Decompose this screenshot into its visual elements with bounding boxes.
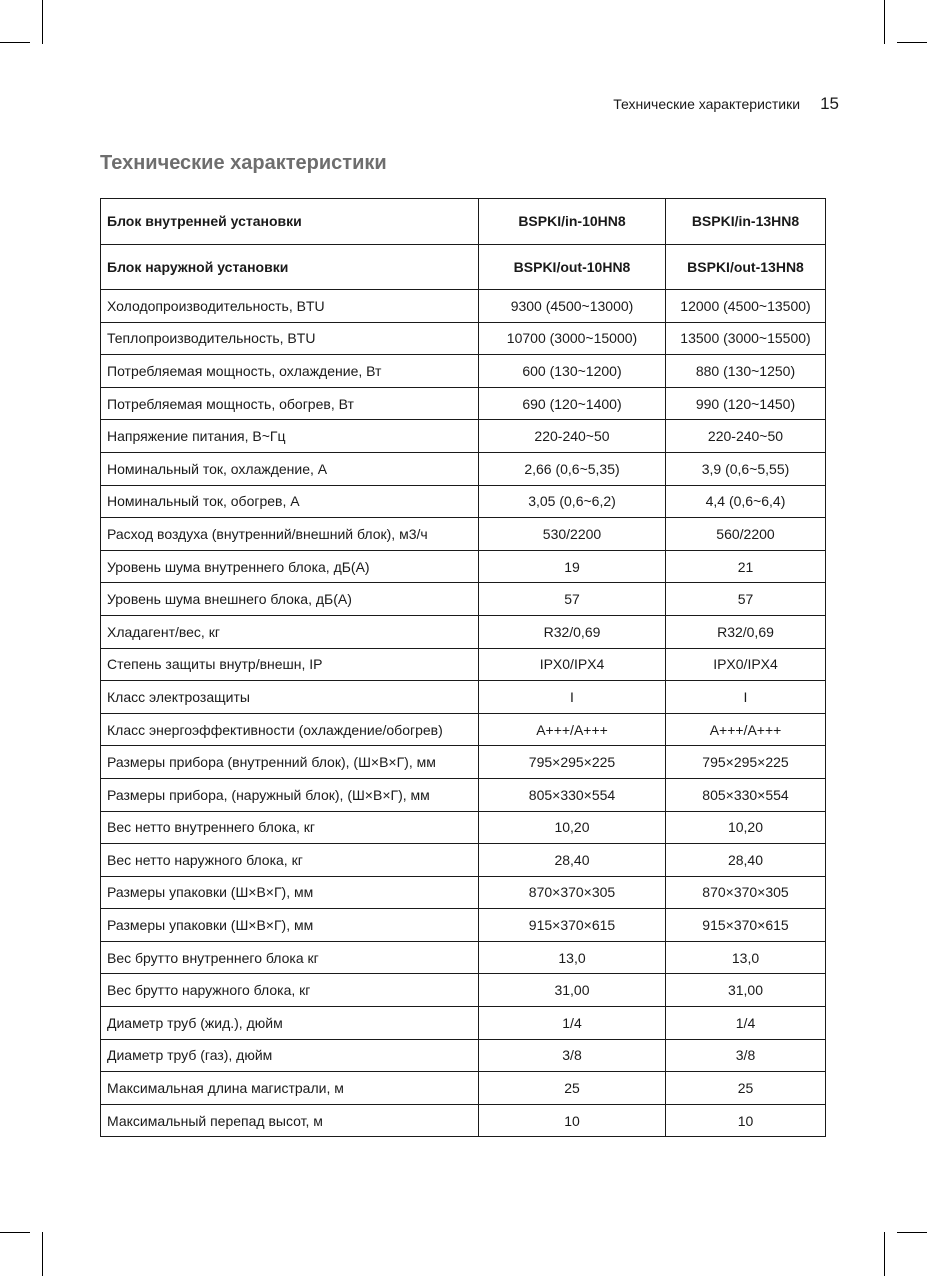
spec-label: Диаметр труб (жид.), дюйм — [101, 1007, 479, 1040]
model-outdoor-1: BSPKI/out-10HN8 — [479, 244, 666, 290]
spec-value-model-1: IPX0/IPX4 — [479, 648, 666, 681]
crop-mark — [0, 42, 30, 43]
spec-value-model-2: A+++/A+++ — [666, 713, 826, 746]
spec-value-model-2: 31,00 — [666, 974, 826, 1007]
page-title: Технические характеристики — [100, 152, 387, 174]
spec-label: Теплопроизводительность, BTU — [101, 322, 479, 355]
spec-label: Вес брутто наружного блока, кг — [101, 974, 479, 1007]
table-row — [101, 387, 826, 420]
spec-value-model-2: 12000 (4500~13500) — [666, 290, 826, 323]
spec-value-model-1: 915×370×615 — [479, 909, 666, 942]
spec-label: Размеры упаковки (Ш×В×Г), мм — [101, 909, 479, 942]
table-row — [101, 844, 826, 877]
spec-value-model-2: 220-240~50 — [666, 420, 826, 453]
spec-label: Вес брутто внутреннего блока кг — [101, 941, 479, 974]
spec-value-model-1: 10,20 — [479, 811, 666, 844]
model-indoor-2: BSPKI/in-13HN8 — [666, 199, 826, 245]
crop-mark — [42, 0, 43, 44]
indoor-unit-label: Блок внутренней установки — [101, 199, 479, 245]
table-row — [101, 420, 826, 453]
spec-label: Потребляемая мощность, охлаждение, Вт — [101, 355, 479, 388]
model-outdoor-2: BSPKI/out-13HN8 — [666, 244, 826, 290]
spec-value-model-1: 13,0 — [479, 941, 666, 974]
running-header — [613, 94, 839, 114]
spec-value-model-2: 990 (120~1450) — [666, 387, 826, 420]
spec-value-model-2: I — [666, 681, 826, 714]
spec-value-model-2: 795×295×225 — [666, 746, 826, 779]
spec-value-model-1: 10 — [479, 1104, 666, 1137]
spec-value-model-2: 870×370×305 — [666, 876, 826, 909]
spec-value-model-1: 870×370×305 — [479, 876, 666, 909]
spec-value-model-2: 880 (130~1250) — [666, 355, 826, 388]
spec-value-model-1: 1/4 — [479, 1007, 666, 1040]
spec-value-model-2: 21 — [666, 550, 826, 583]
table-row — [101, 746, 826, 779]
spec-value-model-1: 220-240~50 — [479, 420, 666, 453]
outdoor-unit-label: Блок наружной установки — [101, 244, 479, 290]
spec-label: Расход воздуха (внутренний/внешний блок), м3/ч — [101, 518, 479, 551]
table-row — [101, 485, 826, 518]
spec-label: Степень защиты внутр/внешн, IP — [101, 648, 479, 681]
spec-label: Максимальный перепад высот, м — [101, 1104, 479, 1137]
spec-value-model-1: 57 — [479, 583, 666, 616]
table-header-row-indoor — [101, 199, 826, 245]
specs-table — [100, 198, 826, 1137]
spec-value-model-1: 2,66 (0,6~5,35) — [479, 452, 666, 485]
table-row — [101, 1007, 826, 1040]
page-number: 15 — [820, 94, 839, 113]
table-row — [101, 909, 826, 942]
table-row — [101, 583, 826, 616]
table-row — [101, 550, 826, 583]
spec-value-model-2: 13,0 — [666, 941, 826, 974]
spec-value-model-1: 805×330×554 — [479, 778, 666, 811]
crop-mark — [42, 1232, 43, 1276]
spec-value-model-1: I — [479, 681, 666, 714]
spec-value-model-2: 3,9 (0,6~5,55) — [666, 452, 826, 485]
table-row — [101, 681, 826, 714]
table-row — [101, 811, 826, 844]
spec-value-model-2: 915×370×615 — [666, 909, 826, 942]
spec-value-model-2: 13500 (3000~15500) — [666, 322, 826, 355]
spec-value-model-1: 3,05 (0,6~6,2) — [479, 485, 666, 518]
spec-value-model-1: 690 (120~1400) — [479, 387, 666, 420]
spec-label: Уровень шума внешнего блока, дБ(А) — [101, 583, 479, 616]
spec-value-model-2: 10,20 — [666, 811, 826, 844]
spec-label: Размеры прибора, (наружный блок), (Ш×В×Г), мм — [101, 778, 479, 811]
spec-value-model-1: R32/0,69 — [479, 615, 666, 648]
crop-mark — [897, 1232, 927, 1233]
spec-value-model-2: 28,40 — [666, 844, 826, 877]
spec-label: Уровень шума внутреннего блока, дБ(А) — [101, 550, 479, 583]
spec-value-model-1: 600 (130~1200) — [479, 355, 666, 388]
spec-label: Номинальный ток, обогрев, А — [101, 485, 479, 518]
spec-value-model-2: 10 — [666, 1104, 826, 1137]
crop-mark — [884, 1232, 885, 1276]
spec-value-model-1: 530/2200 — [479, 518, 666, 551]
spec-value-model-2: 3/8 — [666, 1039, 826, 1072]
spec-label: Напряжение питания, В~Гц — [101, 420, 479, 453]
table-row — [101, 648, 826, 681]
table-row — [101, 1039, 826, 1072]
table-row — [101, 974, 826, 1007]
spec-label: Размеры упаковки (Ш×В×Г), мм — [101, 876, 479, 909]
spec-value-model-2: 57 — [666, 583, 826, 616]
spec-value-model-2: 4,4 (0,6~6,4) — [666, 485, 826, 518]
spec-value-model-2: 1/4 — [666, 1007, 826, 1040]
table-row — [101, 290, 826, 323]
spec-value-model-2: R32/0,69 — [666, 615, 826, 648]
spec-value-model-1: 28,40 — [479, 844, 666, 877]
spec-value-model-2: 805×330×554 — [666, 778, 826, 811]
spec-value-model-2: IPX0/IPX4 — [666, 648, 826, 681]
spec-value-model-1: 10700 (3000~15000) — [479, 322, 666, 355]
spec-label: Холодопроизводительность, BTU — [101, 290, 479, 323]
spec-label: Размеры прибора (внутренний блок), (Ш×В×Г), мм — [101, 746, 479, 779]
spec-label: Диаметр труб (газ), дюйм — [101, 1039, 479, 1072]
table-row — [101, 1104, 826, 1137]
table-row — [101, 941, 826, 974]
spec-label: Максимальная длина магистрали, м — [101, 1072, 479, 1105]
spec-value-model-1: 9300 (4500~13000) — [479, 290, 666, 323]
spec-value-model-2: 25 — [666, 1072, 826, 1105]
model-indoor-1: BSPKI/in-10HN8 — [479, 199, 666, 245]
spec-value-model-1: 3/8 — [479, 1039, 666, 1072]
crop-mark — [897, 42, 927, 43]
crop-mark — [0, 1232, 30, 1233]
table-row — [101, 1072, 826, 1105]
table-row — [101, 778, 826, 811]
spec-label: Класс электрозащиты — [101, 681, 479, 714]
spec-label: Хладагент/вес, кг — [101, 615, 479, 648]
spec-value-model-1: 19 — [479, 550, 666, 583]
spec-label: Потребляемая мощность, обогрев, Вт — [101, 387, 479, 420]
table-header-row-outdoor — [101, 244, 826, 290]
table-row — [101, 355, 826, 388]
table-row — [101, 713, 826, 746]
spec-value-model-1: 795×295×225 — [479, 746, 666, 779]
spec-value-model-1: 31,00 — [479, 974, 666, 1007]
spec-label: Класс энергоэффективности (охлаждение/обогрев) — [101, 713, 479, 746]
table-row — [101, 322, 826, 355]
running-title: Технические характеристики — [613, 96, 801, 112]
table-row — [101, 452, 826, 485]
spec-value-model-1: 25 — [479, 1072, 666, 1105]
table-row — [101, 518, 826, 551]
spec-value-model-1: A+++/A+++ — [479, 713, 666, 746]
table-row — [101, 876, 826, 909]
spec-label: Вес нетто наружного блока, кг — [101, 844, 479, 877]
spec-label: Номинальный ток, охлаждение, А — [101, 452, 479, 485]
crop-mark — [884, 0, 885, 44]
spec-label: Вес нетто внутреннего блока, кг — [101, 811, 479, 844]
table-row — [101, 615, 826, 648]
spec-value-model-2: 560/2200 — [666, 518, 826, 551]
